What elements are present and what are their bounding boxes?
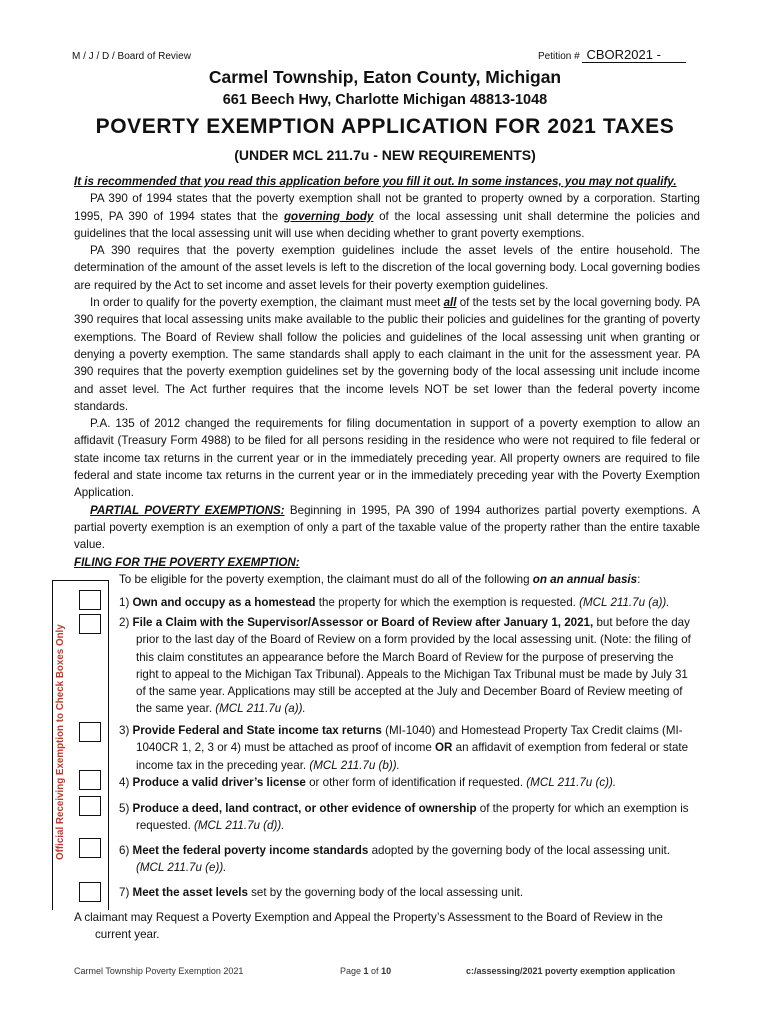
date-board-line: M / J / D / Board of Review <box>72 51 191 62</box>
page-subtitle: (UNDER MCL 211.7u - NEW REQUIREMENTS) <box>234 147 536 163</box>
paragraph-5: PARTIAL POVERTY EXEMPTIONS: Beginning in 1995, PA 390 of 1994 authorizes partial poverty exemptions. A partial poverty exemption is an exemption of only a part of the taxable value of the property rather than the entire taxable value. <box>74 503 700 552</box>
check-box-2[interactable] <box>79 614 101 634</box>
check-box-7[interactable] <box>79 882 101 902</box>
recommend-note: It is recommended that you read this application before you fill it out. In some instances, you may not qualify. <box>74 175 677 188</box>
filing-heading: FILING FOR THE POVERTY EXEMPTION: <box>74 555 300 569</box>
closing-statement: A claimant may Request a Poverty Exemption and Appeal the Property’s Assessment to the Board of Review in the current year. <box>74 911 663 942</box>
requirement-6: 6) Meet the federal poverty income standards adopted by the governing body of the local assessing unit. (MCL 211.7u (e)). <box>119 844 670 875</box>
official-check-label: Official Receiving Exemption to Check Boxes Only <box>55 624 66 860</box>
requirement-4: 4) Produce a valid driver’s license or other form of identification if requested. (MCL 211.7u (c)). <box>119 776 617 789</box>
check-box-5[interactable] <box>79 796 101 816</box>
eligibility-line: To be eligible for the poverty exemption, the claimant must do all of the following on an annual basis: <box>119 572 641 586</box>
requirement-7: 7) Meet the asset levels set by the governing body of the local assessing unit. <box>119 886 524 899</box>
check-box-3[interactable] <box>79 722 101 742</box>
check-box-4[interactable] <box>79 770 101 790</box>
requirement-2: 2) File a Claim with the Supervisor/Assessor or Board of Review after January 1, 2021, but before the day prior to the last day of the Board of Review on a form provided by the local assessing unit. (Note: the filing of this claim constitutes an appearance before the March Board of Review for the purpose of preserving the right to appeal to the Michigan Tax Tribunal). Appeals to the Michigan Tax Tribunal must be made by July 31 of the same year. Applications may still be accepted at the July and December Board of Review meeting of the same year. (MCL 211.7u (a)). <box>119 616 691 716</box>
petition-number <box>538 47 686 63</box>
petition-label: Petition # <box>538 51 580 62</box>
township-address: 661 Beech Hwy, Charlotte Michigan 48813-1048 <box>222 92 548 108</box>
requirement-5: 5) Produce a deed, land contract, or other evidence of ownership of the property for which an exemption is requested. (MCL 211.7u (d)). <box>119 802 689 833</box>
township-title: Carmel Township, Eaton County, Michigan <box>208 67 562 87</box>
check-box-6[interactable] <box>79 838 101 858</box>
petition-value: CBOR2021 - <box>582 47 686 63</box>
requirement-3: 3) Provide Federal and State income tax returns (MI-1040) and Homestead Property Tax Credit claims (MI-1040CR 1, 2, 3 or 4) must be attached as proof of income OR an affidavit of exemption from federal or state income tax in the preceding year. (MCL 211.7u (b)). <box>119 724 689 772</box>
paragraph-1: PA 390 of 1994 states that the poverty exemption shall not be granted to property owned by a corporation. Starting 1995, PA 390 of 1994 states that the governing body of the local assessing unit shall determine the policies and guidelines that the local assessing unit will use when deciding whether to grant poverty exemptions. <box>74 192 700 240</box>
check-box-1[interactable] <box>79 590 101 610</box>
page-title: POVERTY EXEMPTION APPLICATION FOR 2021 TAXES <box>95 115 675 138</box>
paragraph-2: PA 390 requires that the poverty exemption guidelines include the asset levels of the entire household. The determination of the amount of the asset levels is left to the discretion of the local governing body. Local governing bodies are required by the Act to set income and asset levels for their poverty exemption guidelines. <box>74 244 700 292</box>
intro-text <box>74 173 700 588</box>
requirement-1: 1) Own and occupy as a homestead the property for which the exemption is requested. (MCL 211.7u (a)). <box>119 596 670 609</box>
footer-left: Carmel Township Poverty Exemption 2021 <box>74 966 244 976</box>
footer-right: c:/assessing/2021 poverty exemption application <box>466 966 676 976</box>
page-number: Page 1 of 10 <box>340 966 392 976</box>
paragraph-3: In order to qualify for the poverty exemption, the claimant must meet all of the tests set by the local governing body. PA 390 requires that local assessing units make available to the public their policies and guidelines for the granting of poverty exemptions. The Board of Review shall follow the policies and guidelines of the local assessing unit when granting or denying a poverty exemption. The same standards shall apply to each claimant in the unit for the assessment year. PA 390 requires that the poverty exemption guidelines set by the governing body of the local assessing unit include income and asset level. The Act further requires that the income levels NOT be set lower than the federal poverty income standards. <box>74 296 700 413</box>
paragraph-4: P.A. 135 of 2012 changed the requirements for filing documentation in support of a poverty exemption to allow an affidavit (Treasury Form 4988) to be filed for all persons residing in the residence who were not required to file federal or state income tax returns in the current year or in the immediately preceding year. All property owners are required to file federal and state income tax returns in the current year or in the immediately preceding year with the Poverty Exemption Application. <box>74 417 700 500</box>
